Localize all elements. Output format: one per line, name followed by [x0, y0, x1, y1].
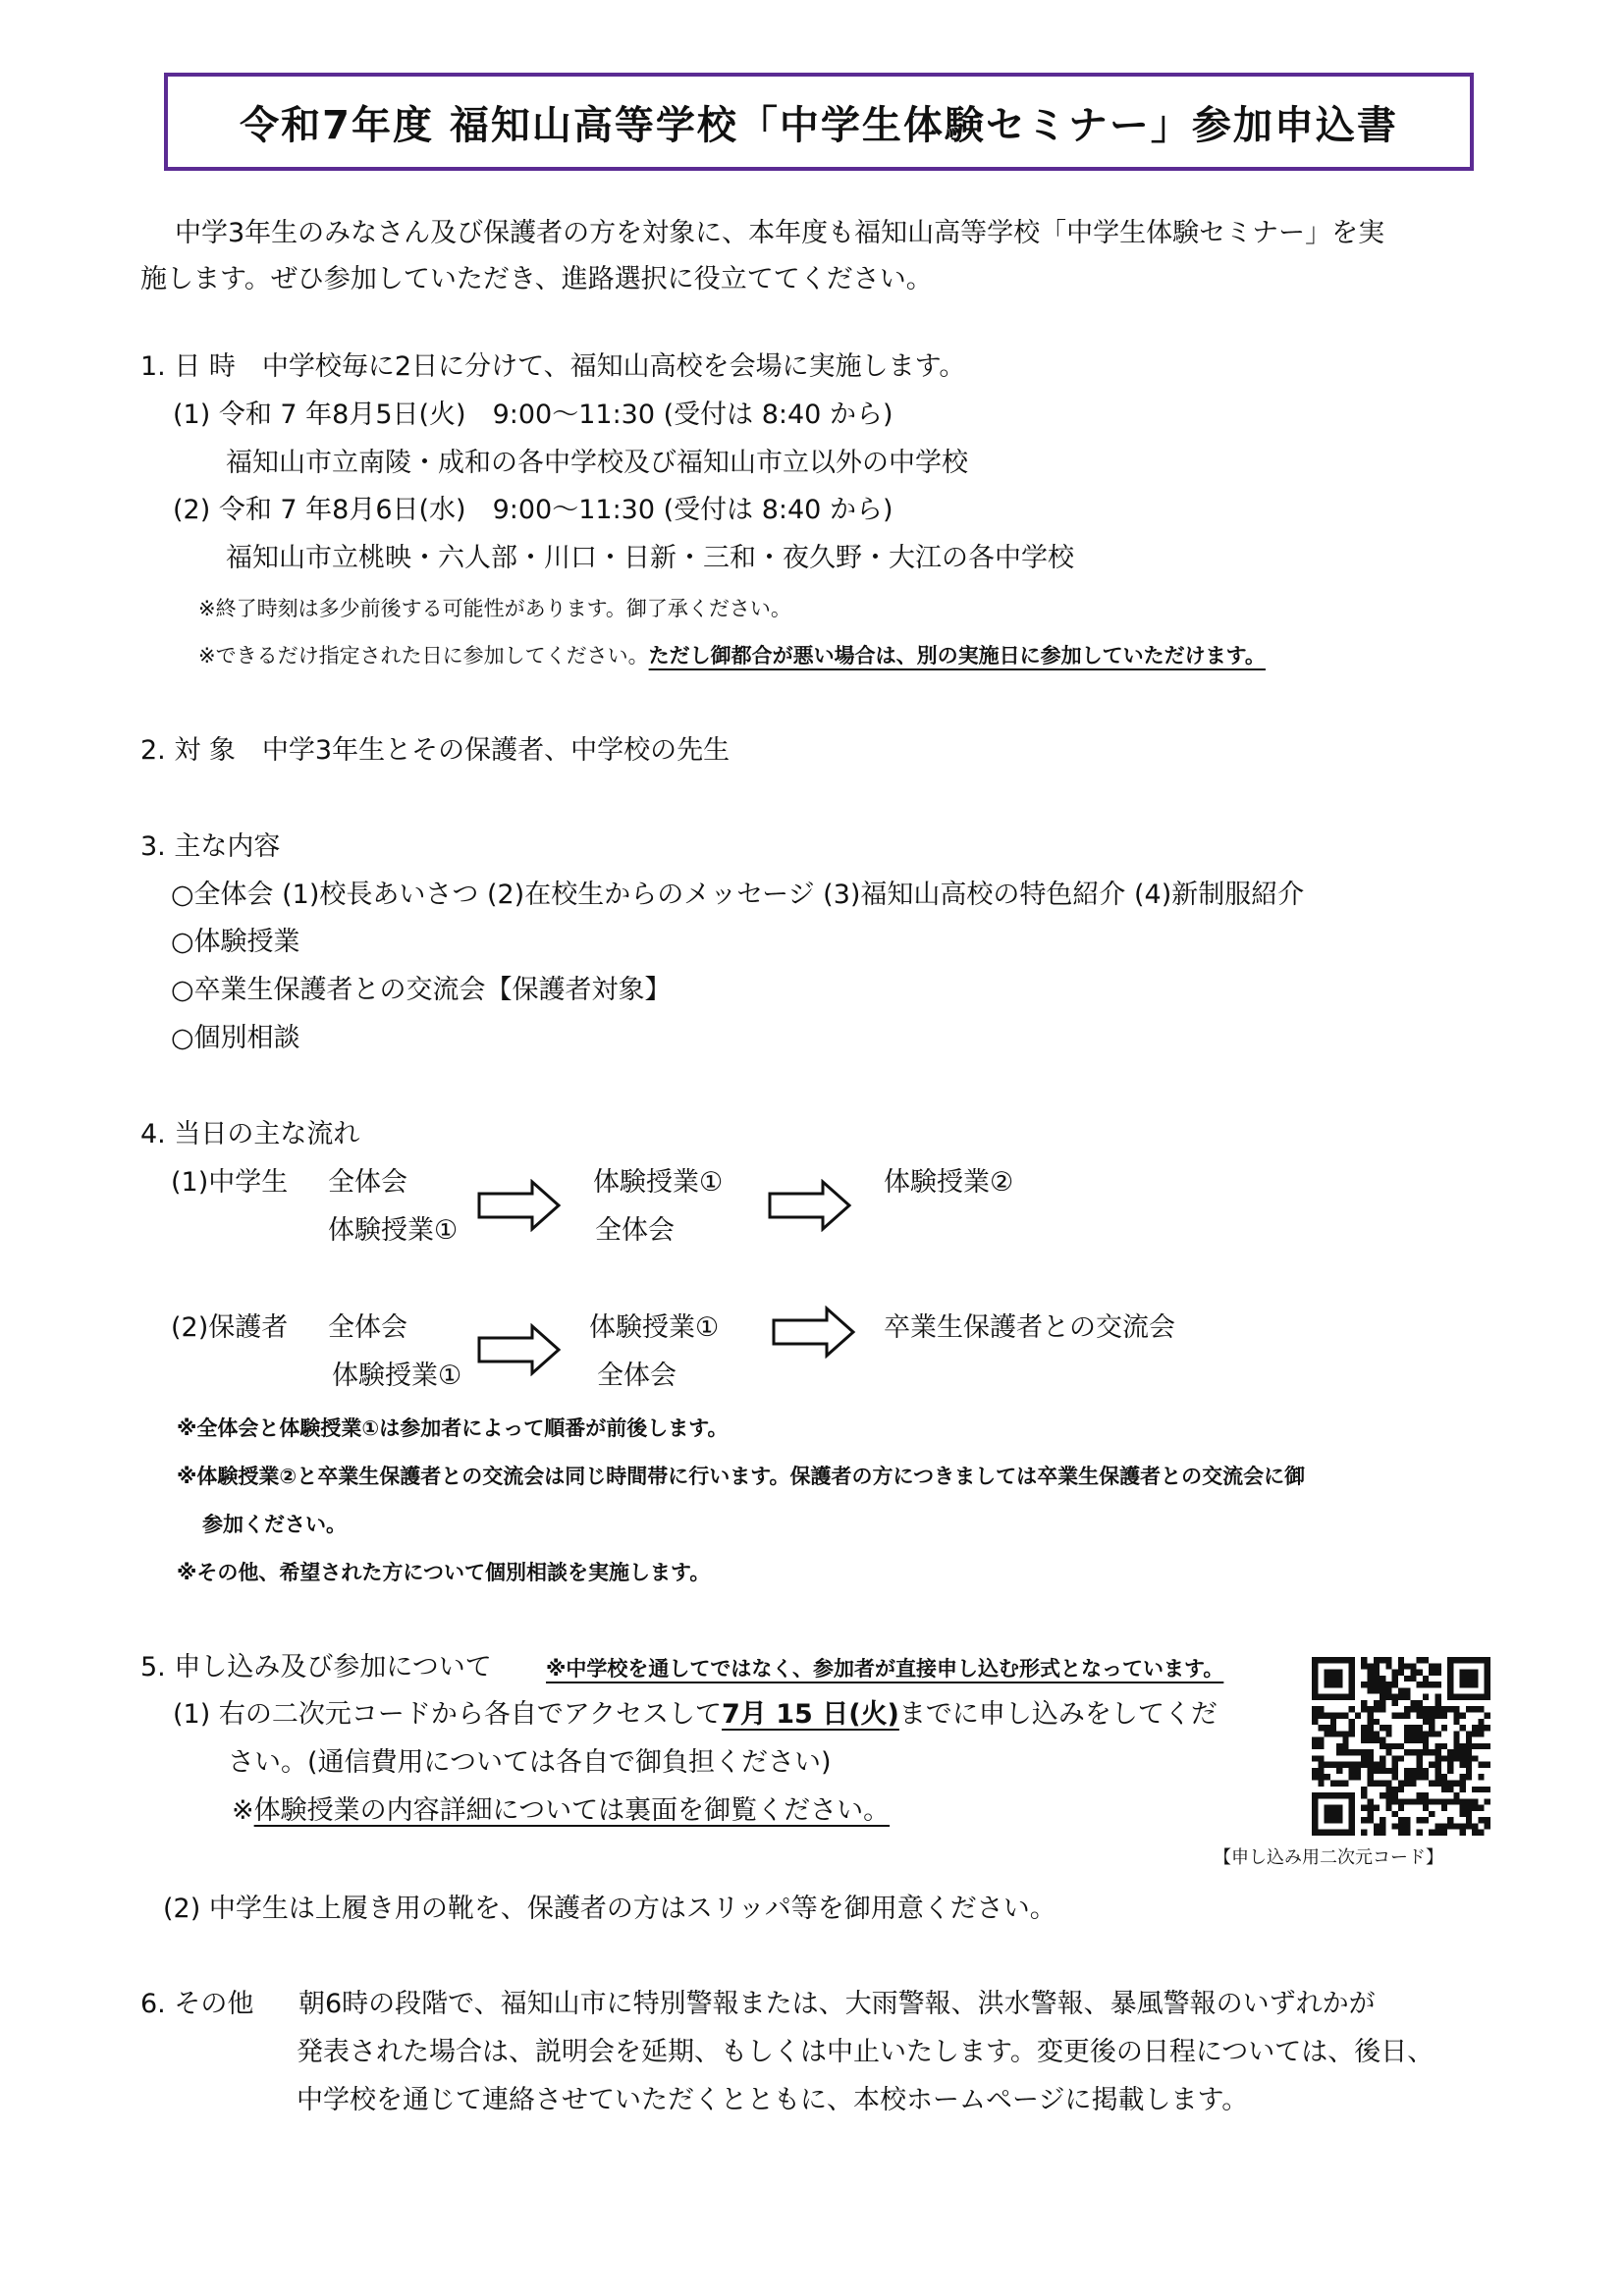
flow-parent-step2b: 全体会: [597, 1361, 677, 1391]
application-item-2: (2) 中学生は上履き用の靴を、保護者の方はスリッパ等を御用意ください。: [163, 1894, 1056, 1924]
flow-student-step1a: 全体会: [328, 1167, 407, 1198]
schedule-item-1-schools: 福知山市立南陵・成和の各中学校及び福知山市立以外の中学校: [226, 448, 968, 478]
flow-note-1: ※全体会と体験授業①は参加者によって順番が前後します。: [177, 1416, 729, 1440]
flow-parent-step1a: 全体会: [328, 1312, 407, 1343]
title-box: [164, 73, 1474, 171]
flow-note-2: ※体験授業②と卒業生保護者との交流会は同じ時間帯に行います。保護者の方につきましては卒業生保護者との交流会に御: [177, 1465, 1306, 1488]
flow-student-step2a: 体験授業①: [593, 1167, 724, 1198]
flow-arrow-icon: [768, 1179, 852, 1232]
section-2-heading: 2. 対 象 中学3年生とその保護者、中学校の先生: [140, 735, 731, 766]
flow-arrow-icon: [477, 1179, 562, 1232]
flow-parent-step2a: 体験授業①: [589, 1312, 720, 1343]
section-1-heading: 1. 日 時 中学校毎に2日に分けて、福知山高校を会場に実施します。: [140, 351, 966, 382]
flow-student-step2b: 全体会: [595, 1215, 675, 1246]
qr-caption: 【申し込み用二次元コード】: [1214, 1847, 1443, 1868]
flow-note-2-cont: 参加ください。: [202, 1513, 347, 1536]
content-item-1: ○全体会 (1)校長あいさつ (2)在校生からのメッセージ (3)福知山高校の特色紹介 (4)新制服紹介: [171, 880, 1305, 910]
flow-parent-step3: 卒業生保護者との交流会: [884, 1312, 1175, 1343]
application-item-1-text: (1) 右の二次元コードから各自でアクセスして: [173, 1699, 723, 1730]
section-3-heading: 3. 主な内容: [140, 831, 281, 862]
schedule-note-1: ※終了時刻は多少前後する可能性があります。御了承ください。: [198, 597, 791, 620]
application-item-1-line-2: さい。(通信費用については各自で御負担ください): [228, 1747, 832, 1778]
application-item-1-line-1: [173, 1695, 1218, 1735]
schedule-item-1: (1) 令和 7 年8月5日(火) 9:00～11:30 (受付は 8:40 から): [173, 400, 893, 430]
flow-student-label: (1)中学生: [171, 1167, 289, 1198]
flow-arrow-icon: [477, 1323, 562, 1376]
other-line-2: 発表された場合は、説明会を延期、もしくは中止いたします。変更後の日程については、後日、: [297, 2037, 1435, 2067]
page-title: 令和7年度 福知山高等学校「中学生体験セミナー」参加申込書: [240, 102, 1398, 148]
content-item-4: ○個別相談: [171, 1023, 300, 1053]
content-item-2: ○体験授業: [171, 927, 300, 957]
application-item-1-detail-note: 体験授業の内容詳細については裏面を御覧ください。: [253, 1795, 891, 1826]
application-item-1-text-2: までに申し込みをしてくだ: [898, 1699, 1218, 1730]
other-line-1: 朝6時の段階で、福知山市に特別警報または、大雨警報、洪水警報、暴風警報のいずれかが: [298, 1989, 1376, 2019]
schedule-item-2: (2) 令和 7 年8月6日(水) 9:00～11:30 (受付は 8:40 から): [173, 495, 893, 525]
application-item-1-line-3: [232, 1791, 890, 1831]
intro-line-2: 施します。ぜひ参加していただき、進路選択に役立ててください。: [140, 264, 933, 294]
flow-parent-label: (2)保護者: [171, 1312, 289, 1343]
flow-arrow-icon: [772, 1306, 856, 1359]
schedule-note-2: [198, 640, 1266, 671]
schedule-note-2-emphasis: ただし御都合が悪い場合は、別の実施日に参加していただけます。: [648, 644, 1266, 667]
content-item-3: ○卒業生保護者との交流会【保護者対象】: [171, 975, 672, 1005]
section-4-heading: 4. 当日の主な流れ: [140, 1119, 360, 1149]
other-line-3: 中学校を通じて連絡させていただくとともに、本校ホームページに掲載します。: [297, 2085, 1249, 2115]
section-5-heading: 5. 申し込み及び参加について: [140, 1652, 492, 1682]
intro-line-1: 中学3年生のみなさん及び保護者の方を対象に、本年度も福知山高等学校「中学生体験セミナー」を実: [175, 218, 1385, 248]
application-deadline: 7月 15 日(火): [722, 1699, 899, 1730]
schedule-note-2-text: ※できるだけ指定された日に参加してください。: [198, 644, 649, 667]
flow-note-3: ※その他、希望された方について個別相談を実施します。: [177, 1561, 711, 1584]
section-6-heading: 6. その他: [140, 1989, 254, 2019]
flow-student-step1b: 体験授業①: [328, 1215, 459, 1246]
flow-parent-step1b: 体験授業①: [332, 1361, 462, 1391]
qr-code-icon[interactable]: [1312, 1657, 1490, 1836]
section-5-heading-note: ※中学校を通してではなく、参加者が直接申し込む形式となっています。: [546, 1657, 1224, 1681]
flow-student-step3: 体験授業②: [884, 1167, 1014, 1198]
application-item-1-mark: ※: [232, 1795, 254, 1826]
schedule-item-2-schools: 福知山市立桃映・六人部・川口・日新・三和・夜久野・大江の各中学校: [226, 543, 1074, 573]
